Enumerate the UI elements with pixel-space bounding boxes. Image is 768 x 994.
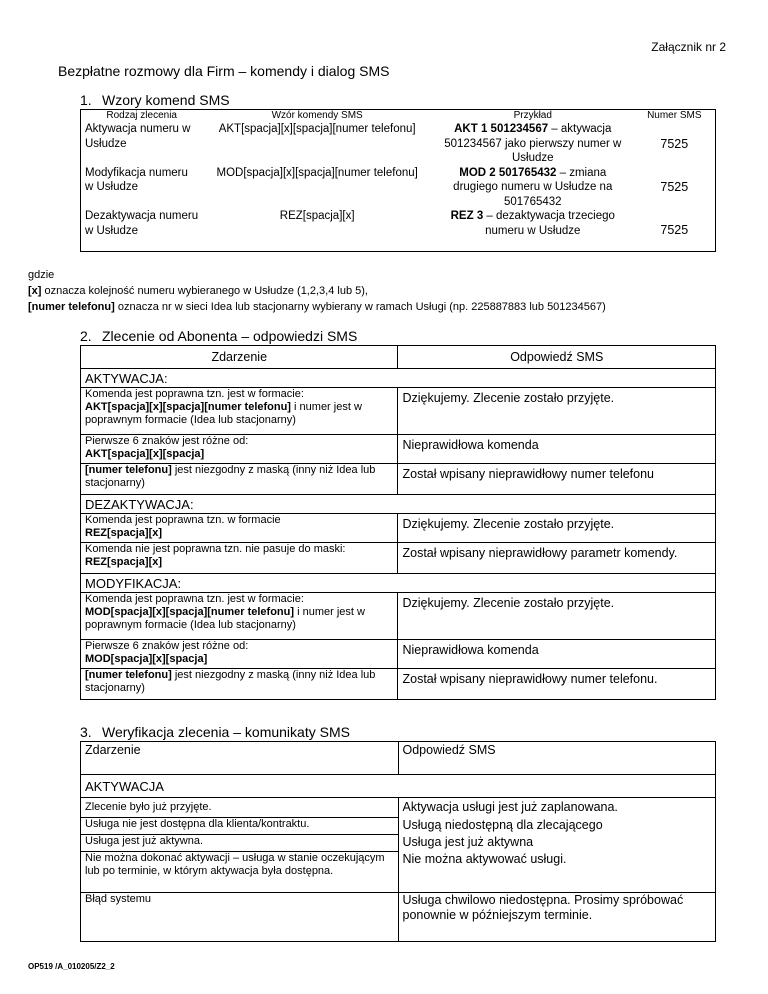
event-command: REZ[spacja][x] <box>85 527 163 539</box>
table-row <box>81 852 716 893</box>
example-command: AKT 1 501234567 <box>454 123 549 135</box>
example-description: – zmiana drugiego numeru w Usłudze na 501765432 <box>453 166 613 208</box>
note-x <box>28 283 606 299</box>
table-row <box>81 514 716 543</box>
notes-block <box>28 267 606 315</box>
row-pattern: REZ[spacja][x] <box>202 209 432 252</box>
group-row-modification <box>81 574 716 593</box>
attachment-label: Załącznik nr 2 <box>651 40 726 54</box>
event-command: AKT[spacja][x][spacja] <box>85 448 205 460</box>
response-cell: Dziękujemy. Zlecenie zostało przyjęte. <box>398 514 716 543</box>
group-row-activation <box>81 775 716 798</box>
event-command: MOD[spacja][x][spacja][numer telefonu] <box>85 606 295 618</box>
event-cell <box>81 435 398 464</box>
event-text: Komenda jest poprawna tzn. w formacie <box>85 514 281 526</box>
response-cell: Został wpisany nieprawidłowy numer telefonu <box>398 464 716 495</box>
table-row <box>81 122 716 166</box>
response-cell: Usługa jest już aktywna <box>398 835 716 852</box>
section-number: 2. <box>80 328 92 344</box>
section-2-heading <box>80 328 357 344</box>
command-patterns-table <box>80 109 716 252</box>
table-row <box>81 835 716 852</box>
note-phone <box>28 299 606 315</box>
note-term: [numer telefonu] <box>28 301 115 313</box>
event-cell <box>81 593 398 640</box>
header-event: Zdarzenie <box>81 742 399 775</box>
event-text: i numer jest w poprawnym formacie (Idea lub stacjonarny) <box>85 401 362 426</box>
header-cell: Numer SMS <box>634 110 716 123</box>
section-number: 3. <box>80 724 92 740</box>
response-cell: Dziękujemy. Zlecenie zostało przyjęte. <box>398 388 716 435</box>
table-row <box>81 388 716 435</box>
row-pattern: AKT[spacja][x][spacja][numer telefonu] <box>218 123 416 135</box>
section-title: Wzory komend SMS <box>102 92 230 108</box>
group-row-deactivation <box>81 495 716 514</box>
response-cell: Usługa chwilowo niedostępna. Prosimy spróbować ponownie w późniejszym terminie. <box>398 893 716 942</box>
example-command: REZ 3 <box>450 210 484 222</box>
group-label: MODYFIKACJA: <box>81 574 716 593</box>
event-cell: Błąd systemu <box>81 893 399 942</box>
event-text: Pierwsze 6 znaków jest różne od: <box>85 435 249 447</box>
header-cell: Rodzaj zlecenia <box>81 110 203 123</box>
event-command: REZ[spacja][x] <box>85 556 163 568</box>
event-text: i numer jest w poprawnym formacie (Idea lub stacjonarny) <box>85 606 365 631</box>
response-cell: Dziękujemy. Zlecenie zostało przyjęte. <box>398 593 716 640</box>
event-cell <box>81 640 398 669</box>
section-1-heading <box>80 92 230 108</box>
note-term: [x] <box>28 285 42 297</box>
event-cell: Usługa nie jest dostępna dla klienta/kontraktu. <box>81 818 399 835</box>
row-example <box>432 209 634 252</box>
header-cell: Przykład <box>432 110 634 123</box>
section-number: 1. <box>80 92 92 108</box>
table-row <box>81 798 716 818</box>
example-description: – aktywacja 501234567 jako pierwszy numer w Usłudze <box>444 123 622 164</box>
event-text: Komenda jest poprawna tzn. jest w formacie: <box>85 388 304 400</box>
event-cell <box>81 388 398 435</box>
table-header-row <box>81 742 716 775</box>
event-cell: Usługa jest już aktywna. <box>81 835 399 852</box>
response-cell: Nie można aktywować usługi. <box>398 852 716 893</box>
group-label: DEZAKTYWACJA: <box>81 495 716 514</box>
event-cell: Nie można dokonać aktywacji – usługa w stanie oczekującym lub po terminie, w którym aktywacja była dostępna. <box>81 852 399 893</box>
event-cell <box>81 464 398 495</box>
header-event: Zdarzenie <box>81 346 398 369</box>
group-label: AKTYWACJA <box>81 775 716 798</box>
verification-messages-table <box>80 741 716 942</box>
event-text: Komenda nie jest poprawna tzn. nie pasuje do maski: <box>85 543 346 555</box>
response-cell: Nieprawidłowa komenda <box>398 435 716 464</box>
event-text: Pierwsze 6 znaków jest różne od: <box>85 640 249 652</box>
event-text: jest niezgodny z maską (inny niż Idea lub stacjonarny) <box>85 464 376 489</box>
event-command: MOD[spacja][x][spacja] <box>85 653 208 665</box>
row-type: Dezaktywacja numeru w Usłudze <box>81 209 203 252</box>
header-cell: Wzór komendy SMS <box>202 110 432 123</box>
row-sms-number: 7525 <box>634 166 716 210</box>
header-response: Odpowiedź SMS <box>398 346 716 369</box>
group-row-activation <box>81 369 716 388</box>
example-description: – dezaktywacja trzeciego numeru w Usłudze <box>483 210 615 237</box>
row-example <box>432 166 634 210</box>
note-text: oznacza nr w sieci Idea lub stacjonarny wybierany w ramach Usługi (np. 225887883 lub 501234567) <box>114 301 606 313</box>
event-cell: Zlecenie było już przyjęte. <box>81 798 399 818</box>
table-row <box>81 209 716 252</box>
event-command: [numer telefonu] <box>85 464 172 476</box>
row-sms-number: 7525 <box>634 209 716 252</box>
event-command: AKT[spacja][x][spacja][numer telefonu] <box>85 401 291 413</box>
response-cell: Aktywacja usługi jest już zaplanowana. <box>398 798 716 818</box>
event-cell <box>81 514 398 543</box>
table-row <box>81 435 716 464</box>
note-text: oznacza kolejność numeru wybieranego w Usłudze (1,2,3,4 lub 5), <box>41 285 368 297</box>
event-cell <box>81 543 398 574</box>
table-header-row <box>81 346 716 369</box>
table-header-row <box>81 110 716 123</box>
row-type: Aktywacja numeru w Usłudze <box>81 122 203 166</box>
row-pattern: MOD[spacja][x][spacja][numer telefonu] <box>216 166 418 179</box>
section-3-heading <box>80 724 350 740</box>
table-row <box>81 818 716 835</box>
section-title: Weryfikacja zlecenia – komunikaty SMS <box>102 724 350 740</box>
header-response: Odpowiedź SMS <box>398 742 716 775</box>
row-type: Modyfikacja numeru w Usłudze <box>81 166 203 210</box>
event-cell <box>81 669 398 700</box>
document-title: Bezpłatne rozmowy dla Firm – komendy i dialog SMS <box>58 63 390 79</box>
example-command: MOD 2 501765432 <box>459 166 557 179</box>
response-cell: Usługą niedostępną dla zlecającego <box>398 818 716 835</box>
response-cell: Został wpisany nieprawidłowy parametr komendy. <box>398 543 716 574</box>
row-example <box>432 122 634 166</box>
event-text: Komenda jest poprawna tzn. jest w formacie: <box>85 593 304 605</box>
footer-document-code: OP519 /A_010205/Z2_2 <box>28 962 115 971</box>
table-row <box>81 593 716 640</box>
group-label: AKTYWACJA: <box>81 369 716 388</box>
response-cell: Nieprawidłowa komenda <box>398 640 716 669</box>
subscriber-responses-table <box>80 345 716 700</box>
section-title: Zlecenie od Abonenta – odpowiedzi SMS <box>102 328 358 344</box>
response-cell: Został wpisany nieprawidłowy numer telefonu. <box>398 669 716 700</box>
event-command: [numer telefonu] <box>85 669 172 681</box>
table-row <box>81 640 716 669</box>
table-row <box>81 166 716 210</box>
table-row <box>81 464 716 495</box>
table-row <box>81 543 716 574</box>
table-row <box>81 669 716 700</box>
row-sms-number: 7525 <box>634 122 716 166</box>
event-text: jest niezgodny z maską (inny niż Idea lub stacjonarny) <box>85 669 376 694</box>
table-row <box>81 893 716 942</box>
notes-intro: gdzie <box>28 269 55 281</box>
